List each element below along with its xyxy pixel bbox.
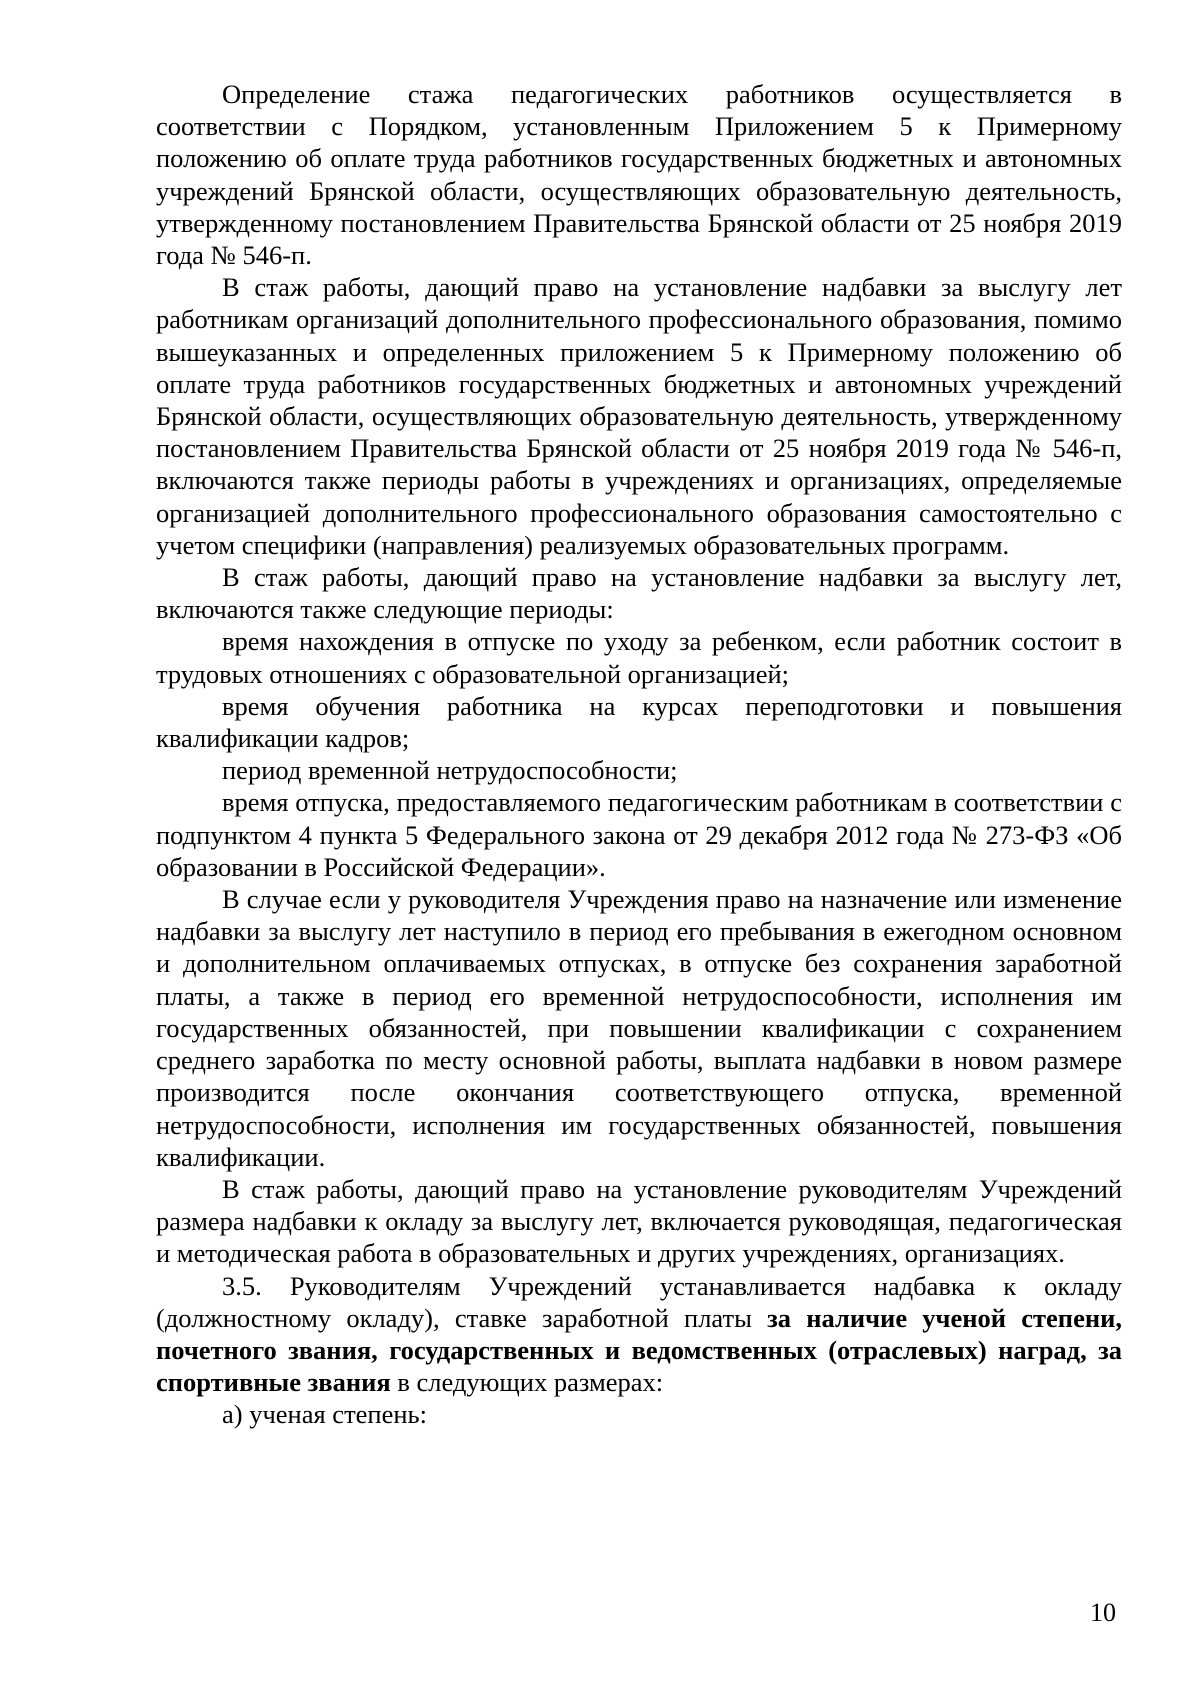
section-3-5-bold: за наличие ученой степени, почетного звания, государственных и ведомственных (отраслевых) наград, за спортивные звания (156, 1302, 1122, 1398)
paragraph-additional-education-experience: В стаж работы, дающий право на установление надбавки за выслугу лет работникам организаций дополнительного профессионального образования, помимо вышеуказанных и определенных приложением 5 к Примерному положению об оплате труда работников государственных бюджетных и автономных учреждений Брянской области, осуществляющих образовательную деятельность, утвержденному постановлением Правительства Брянской области от 25 ноября 2019 года № 546-п, включаются также периоды работы в учреждениях и организациях, определяемые организацией дополнительного профессионального образования самостоятельно с учетом специфики (направления) реализуемых образовательных программ. (156, 272, 1122, 560)
list-item-sick-leave: период временной нетрудоспособности; (222, 755, 678, 786)
list-item-parental-leave: время нахождения в отпуске по уходу за ребенком, если работник состоит в трудовых отношениях с образовательной организацией; (156, 626, 1122, 689)
paragraph-head-experience: В стаж работы, дающий право на установление руководителям Учреждений размера надбавки к окладу за выслугу лет, включается руководящая, педагогическая и методическая работа в образовательных и других учреждениях, организациях. (156, 1173, 1122, 1269)
paragraph-head-allowance-change: В случае если у руководителя Учреждения право на назначение или изменение надбавки за выслугу лет наступило в период его пребывания в ежегодном основном и дополнительном оплачиваемых отпусках, в отпуске без сохранения заработной платы, а также в период его временной нетрудоспособности, исполнения им государственных обязанностей, при повышении квалификации с сохранением среднего заработка по месту основной работы, выплата надбавки в новом размере производится после окончания соответствующего отпуска, временной нетрудоспособности, исполнения им государственных обязанностей, повышения квалификации. (156, 884, 1122, 1172)
document-body (156, 78, 1122, 1431)
paragraph-section-3-5 (156, 1270, 1122, 1399)
section-3-5-lead: 3.5. Руководителям Учреждений устанавливается надбавка к окладу (должностному окладу), ставке заработной платы (156, 1270, 1122, 1333)
list-item-training-courses: время обучения работника на курсах переподготовки и повышения квалификации кадров; (156, 690, 1122, 754)
list-item-academic-degree: а) ученая степень: (222, 1399, 427, 1430)
paragraph-included-periods-intro: В стаж работы, дающий право на установление надбавки за выслугу лет, включаются также следующие периоды: (156, 562, 1122, 625)
section-3-5-tail: в следующих размерах: (390, 1367, 664, 1398)
page-number: 10 (1090, 1598, 1116, 1627)
list-item-teacher-leave: время отпуска, предоставляемого педагогическим работникам в соответствии с подпунктом 4 пункта 5 Федерального закона от 29 декабря 2012 года № 273-ФЗ «Об образовании в Российской Федерации». (156, 787, 1122, 882)
paragraph-experience-definition: Определение стажа педагогических работников осуществляется в соответствии с Порядком, установленным Приложением 5 к Примерному положению об оплате труда работников государственных бюджетных и автономных учреждений Брянской области, осуществляющих образовательную деятельность, утвержденному постановлением Правительства Брянской области от 25 ноября 2019 года № 546-п. (156, 79, 1122, 271)
